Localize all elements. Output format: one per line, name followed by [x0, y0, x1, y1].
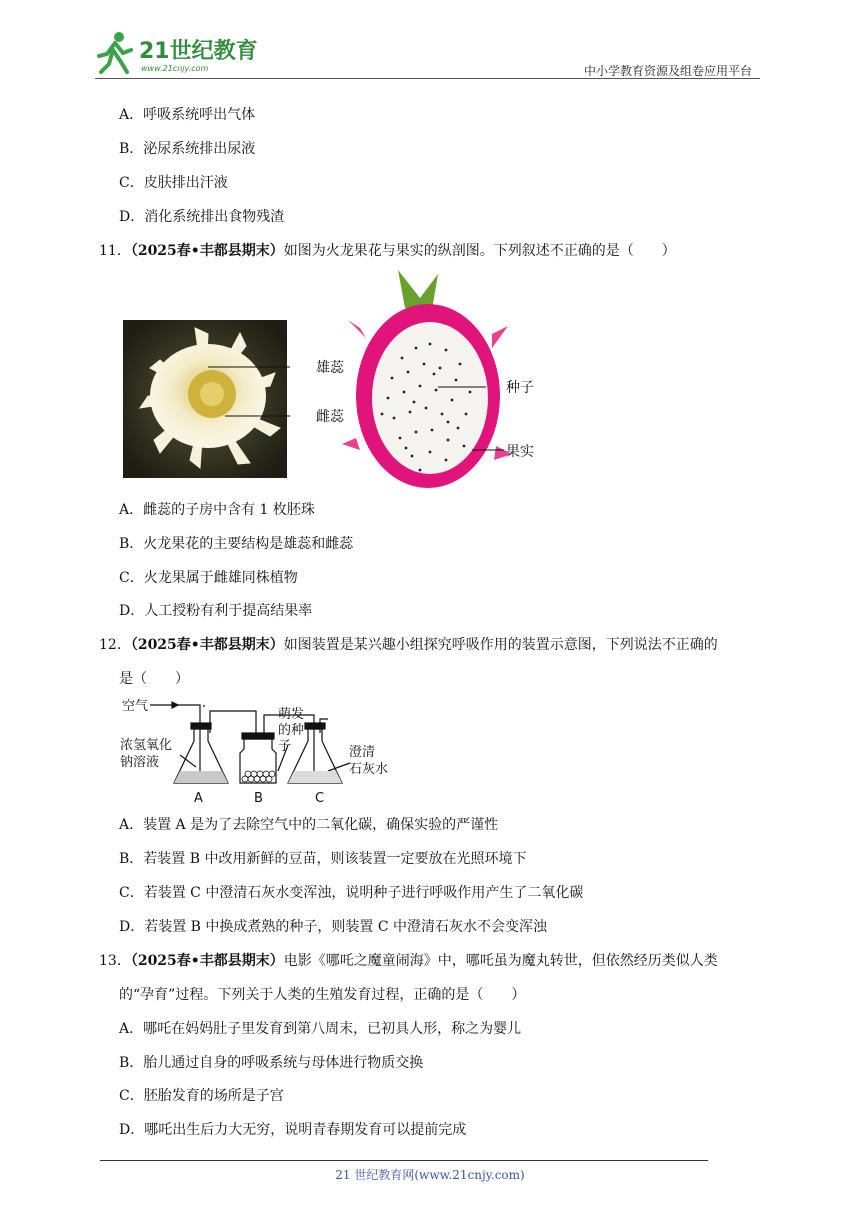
q13-text-1: 电影《哪吒之魔童闹海》中，哪吒虽为魔丸转世，但依然经历类似人类	[283, 953, 718, 969]
q11-stem	[99, 241, 676, 261]
seeds-in-bottle	[242, 771, 275, 782]
label-stamen: 雄蕊	[316, 360, 344, 376]
q12-option-c: C．若装置 C 中澄清石灰水变浑浊，说明种子进行呼吸作用产生了二氧化碳	[119, 885, 584, 901]
q11-option-d: D．人工授粉有利于提高结果率	[119, 603, 313, 619]
q10-option-d: D．消化系统排出食物残渣	[119, 209, 285, 225]
label-seed-2: 的种	[278, 723, 305, 738]
q13-source: （2025春•丰都县期末）	[130, 953, 284, 969]
q13-stem-line2: 的“孕育”过程。下列关于人类的生殖发育过程，正确的是（ ）	[119, 987, 526, 1003]
q12-stem-line2: 是（ ）	[119, 671, 189, 687]
label-fruit: 果实	[506, 444, 534, 460]
q10-option-a: A．呼吸系统呼出气体	[119, 107, 256, 123]
q12-text-1: 如图装置是某兴趣小组探究呼吸作用的装置示意图，下列说法不正确的	[283, 637, 718, 653]
label-b: B	[254, 791, 263, 805]
q12-number: 12．	[99, 637, 131, 653]
limewater-liquid	[288, 771, 342, 783]
q11-option-b: B．火龙果花的主要结构是雄蕊和雌蕊	[119, 536, 354, 552]
page-header	[95, 28, 760, 80]
q13-option-c: C．胚胎发育的场所是子宫	[119, 1088, 284, 1104]
q11-source: （2025春•丰都县期末）	[130, 243, 284, 259]
q11-text: 如图为火龙果花与果实的纵剖图。下列叙述不正确的是（ ）	[283, 243, 676, 259]
footer-text: 21 世纪教育网(www.21cnjy.com)	[335, 1168, 525, 1182]
q12-stem-line1	[99, 635, 718, 655]
q12-source: （2025春•丰都县期末）	[130, 637, 284, 653]
footer-divider	[100, 1160, 708, 1161]
fruit-cross-section	[342, 270, 512, 488]
label-naoh-2: 钠溶液	[120, 755, 160, 770]
q13-stem-line1	[99, 951, 718, 971]
runner-icon	[99, 32, 131, 72]
naoh-liquid	[174, 771, 228, 783]
logo-text: 21世纪教育	[139, 39, 258, 64]
label-seed: 种子	[506, 380, 534, 396]
label-pistil: 雌蕊	[316, 409, 344, 425]
q10-option-c: C．皮肤排出汗液	[119, 175, 228, 191]
label-lime-2: 石灰水	[349, 762, 389, 777]
q13-option-a: A．哪吒在妈妈肚子里发育到第八周末，已初具人形，称之为婴儿	[119, 1021, 522, 1037]
label-seed-1: 萌发	[278, 707, 305, 722]
q12-option-a: A．装置 A 是为了去除空气中的二氧化碳，确保实验的严谨性	[119, 817, 499, 833]
label-a: A	[194, 791, 203, 805]
q13-number: 13．	[99, 953, 131, 969]
respiration-apparatus-figure	[118, 693, 408, 805]
header-platform-text: 中小学教育资源及组卷应用平台	[583, 64, 752, 78]
label-lime-1: 澄清	[349, 745, 376, 760]
q11-number: 11．	[99, 243, 131, 259]
q10-option-b: B．泌尿系统排出尿液	[119, 141, 256, 157]
flower-photo	[123, 320, 287, 478]
logo-url: www.21cnjy.com	[141, 64, 209, 73]
q11-option-c: C．火龙果属于雌雄同株植物	[119, 570, 298, 586]
label-air: 空气	[122, 699, 149, 714]
label-seed-3: 子	[278, 739, 292, 754]
q12-option-d: D．若装置 B 中换成煮熟的种子，则装置 C 中澄清石灰水不会变浑浊	[119, 919, 548, 935]
q11-option-a: A．雌蕊的子房中含有 1 枚胚珠	[119, 502, 315, 518]
q12-option-b: B．若装置 B 中改用新鲜的豆苗，则该装置一定要放在光照环境下	[119, 851, 527, 867]
header-divider	[95, 78, 760, 79]
q13-option-d: D．哪吒出生后力大无穷，说明青春期发育可以提前完成	[119, 1122, 467, 1138]
q13-option-b: B．胎儿通过自身的呼吸系统与母体进行物质交换	[119, 1055, 424, 1071]
label-naoh-1: 浓氢氧化	[120, 738, 173, 753]
label-c: C	[315, 791, 325, 805]
logo	[95, 28, 265, 78]
dragon-fruit-figure	[120, 268, 550, 490]
